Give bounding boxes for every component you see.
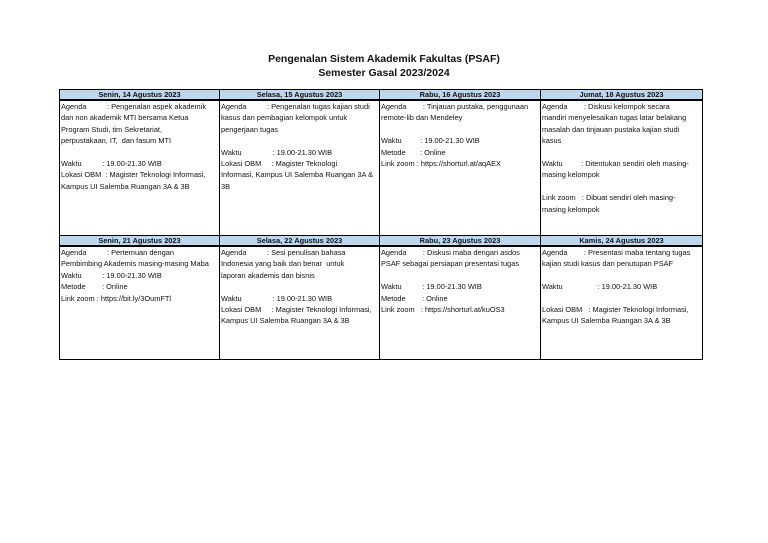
cell-line: dan non akademik MTI bersama Ketua [61, 113, 189, 123]
cell-line [381, 124, 539, 135]
cell-line [542, 147, 701, 158]
cell-line [221, 281, 378, 292]
cell-line: Indonesia yang baik dan benar untuk [221, 259, 345, 269]
schedule-cell [541, 246, 703, 360]
cell-line: masing kelompok [542, 170, 600, 180]
cell-line: Lokasi OBM : Magister Teknologi Informasi, [221, 305, 372, 315]
cell-line: Agenda : Pengenalan tugas kajian studi [221, 102, 370, 111]
day-header: Jumat, 18 Agustus 2023 [541, 90, 703, 101]
cell-line: Waktu : 19.00-21.30 WIB [542, 282, 658, 292]
document-subtitle: Semester Gasal 2023/2024 [318, 67, 450, 79]
cell-line: masing kelompok [542, 204, 600, 214]
day-header: Rabu, 23 Agustus 2023 [380, 236, 541, 247]
cell-line: 3B [221, 181, 231, 191]
cell-line: Metode : Online [381, 147, 446, 157]
cell-line: Agenda : Diskusi kelompok secara [542, 102, 670, 111]
cell-line: Agenda : Tinjauan pustaka, penggunaan [381, 102, 529, 111]
cell-line: Metode : Online [61, 282, 128, 292]
day-header: Selasa, 22 Agustus 2023 [220, 236, 380, 247]
cell-line: mandiri menyelesaikan tugas latar belakang [542, 113, 687, 123]
cell-line [61, 147, 218, 158]
cell-line: Link zoom : Dibuat sendiri oleh masing- [542, 193, 676, 203]
cell-line: Waktu : 19.00-21.30 WIB [381, 136, 480, 146]
cell-line: Kampus UI Salemba Ruangan 3A & 3B [221, 316, 350, 326]
schedule-cell [220, 246, 380, 360]
week1-content-row [60, 100, 703, 236]
cell-line: Kampus UI Salemba Ruangan 3A & 3B [61, 181, 190, 191]
cell-line: Waktu : 19.00-21.30 WIB [381, 282, 482, 292]
cell-line [542, 293, 701, 304]
day-header: Kamis, 24 Agustus 2023 [541, 236, 703, 247]
cell-line: masalah dan tinjauan pustaka kajian studi [542, 124, 680, 134]
cell-line [542, 181, 701, 192]
schedule-cell [220, 100, 380, 236]
cell-line: Metode : Online [381, 293, 448, 303]
cell-line: kasus dan pembagian kelompok untuk [221, 113, 348, 123]
cell-line: Agenda : Presentasi maba tentang tugas [542, 248, 691, 257]
cell-line: remote-lib dan Mendeley [381, 113, 463, 123]
cell-line: Informasi, Kampus UI Salemba Ruangan 3A & [221, 170, 373, 180]
day-header: Senin, 14 Agustus 2023 [60, 90, 220, 101]
title-block [0, 52, 768, 80]
cell-line: Link zoom : https://bit.ly/3OumFTl [61, 293, 172, 303]
cell-line: Pembimbing Akademis masing-masing Maba [61, 259, 209, 269]
week2-header-row [60, 236, 703, 247]
schedule-cell [60, 246, 220, 360]
cell-line: Lokasi OBM : Magister Teknologi [221, 159, 338, 169]
cell-line: Link zoom : https://shorturl.at/kuOS3 [381, 305, 505, 315]
cell-line: Agenda : Sesi penulisan bahasa [221, 248, 346, 257]
week2-content-row [60, 246, 703, 360]
cell-line: Waktu : 19.00-21.30 WIB [221, 293, 333, 303]
cell-line: Agenda : Diskusi maba dengan asdos [381, 248, 520, 257]
cell-line: Waktu : 19.00-21.30 WIB [61, 270, 162, 280]
cell-line: Agenda : Pertemuan dengan [61, 248, 174, 257]
cell-line: Kampus UI Salemba Ruangan 3A & 3B [542, 316, 671, 326]
cell-line: laporan akademis dan bisnis [221, 270, 315, 280]
cell-line: Lokasi OBM : Magister Teknologi Informasi, [61, 170, 206, 180]
cell-line: Agenda : Pengenalan aspek akademik [61, 102, 207, 111]
cell-line: pengerjaan tugas [221, 124, 279, 134]
cell-line [542, 270, 701, 281]
cell-line: kasus [542, 136, 562, 146]
schedule-cell [380, 246, 541, 360]
schedule-cell [60, 100, 220, 236]
cell-line: Link zoom : https://shorturl.at/aqAEX [381, 159, 501, 169]
cell-line: Waktu : 19.00-21.30 WIB [221, 147, 333, 157]
cell-line: kajian studi kasus dan penutupan PSAF [542, 259, 674, 269]
week1-header-row [60, 90, 703, 101]
cell-line [381, 270, 539, 281]
schedule-cell [541, 100, 703, 236]
day-header: Senin, 21 Agustus 2023 [60, 236, 220, 247]
day-header: Rabu, 16 Agustus 2023 [380, 90, 541, 101]
document-title: Pengenalan Sistem Akademik Fakultas (PSAF) [268, 53, 500, 65]
cell-line [221, 135, 378, 146]
cell-line: Waktu : 19.00-21.30 WIB [61, 159, 162, 169]
cell-line: Waktu : Ditentukan sendiri oleh masing- [542, 159, 689, 169]
schedule-cell [380, 100, 541, 236]
cell-line: perpustakaan, IT, dan fasum MTI [61, 136, 172, 146]
cell-line: PSAF sebagai persiapan presentasi tugas [381, 259, 520, 269]
schedule-table [59, 89, 703, 360]
day-header: Selasa, 15 Agustus 2023 [220, 90, 380, 101]
cell-line: Program Studi, tim Sekretariat, [61, 124, 163, 134]
cell-line: Lokasi OBM : Magister Teknologi Informasi, [542, 305, 689, 314]
